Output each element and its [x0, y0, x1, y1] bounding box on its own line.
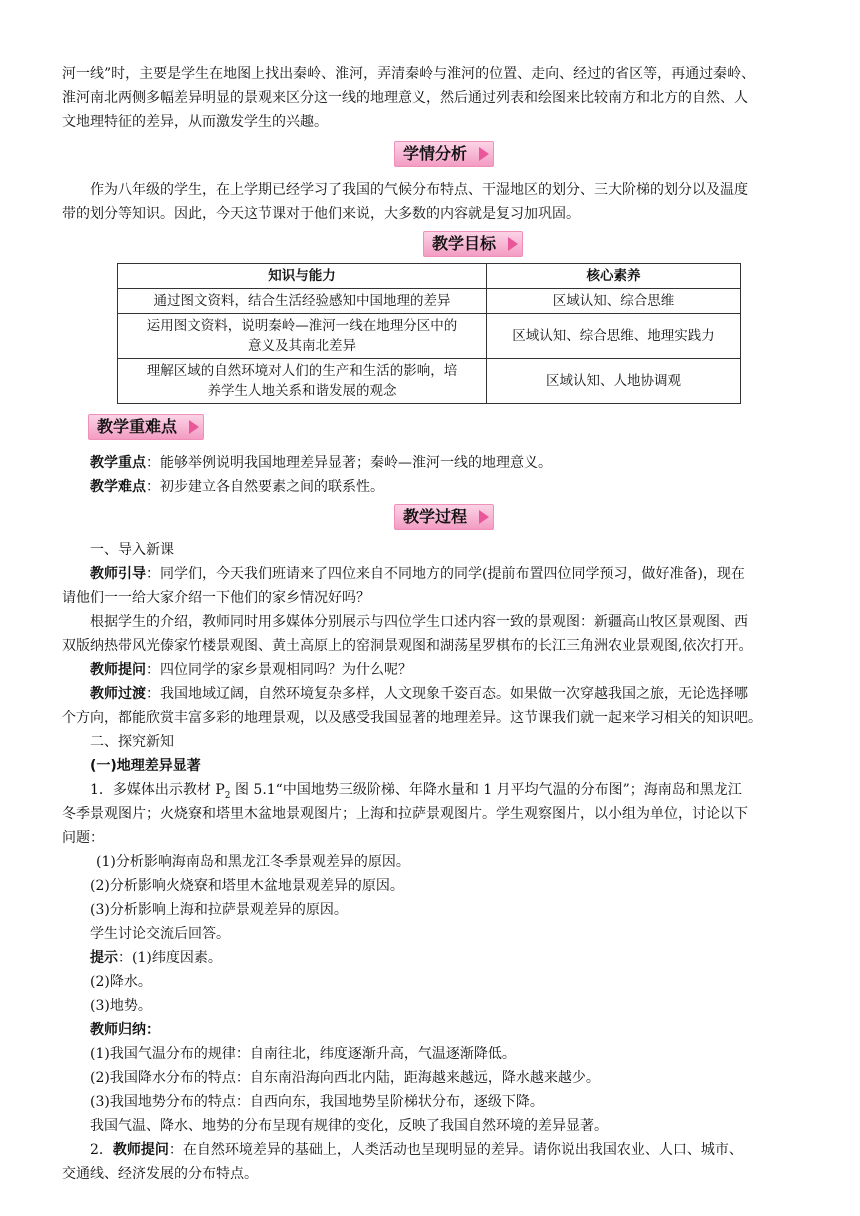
hint-label: 提示 [90, 950, 118, 966]
section-badge-goals: 教学目标 [423, 231, 523, 257]
transition-text: ：我国地域辽阔，自然环境复杂多样，人文现象千姿百态。如果做一次穿越我国之旅，无论选择哪 [146, 686, 748, 702]
difficulty-text: ：初步建立各自然要素之间的联系性。 [146, 479, 384, 495]
question-line: (2)分析影响火烧寮和塔里木盆地景观差异的原因。 [90, 878, 404, 894]
literacy-cell: 区域认知、综合思维 [487, 289, 741, 314]
hint-line: (2)降水。 [90, 974, 152, 990]
cell-text: 理解区域的自然环境对人们的生产和生活的影响，培 [146, 363, 458, 379]
part-heading: 二、探究新知 [90, 734, 174, 750]
column-header: 核心素养 [487, 264, 741, 289]
guide-label: 教师引导 [90, 566, 146, 582]
knowledge-cell [118, 314, 487, 359]
difficulty-label: 教学难点 [90, 479, 146, 495]
section-badge-keypoints: 教学重难点 [88, 414, 204, 440]
knowledge-cell [118, 359, 487, 404]
hint-text: ：(1)纬度因素。 [118, 950, 222, 966]
question-line: (3)分析影响上海和拉萨景观差异的原因。 [90, 902, 348, 918]
part-heading: 一、导入新课 [90, 542, 174, 558]
table-header-row [118, 264, 741, 289]
column-header: 知识与能力 [118, 264, 487, 289]
item-number: 2． [90, 1142, 113, 1158]
item-text: 1．多媒体出示教材 P [90, 782, 225, 798]
item-line [90, 1138, 802, 1162]
transition-line [90, 682, 802, 706]
transition-line: 个方向，都能欣赏丰富多彩的地理景观，以及感受我国显著的地理差异。这节课我们就一起来学习相关的知识吧。 [62, 710, 762, 726]
summary-line: (2)我国降水分布的特点：自东南沿海向西北内陆，距海越来越远，降水越来越少。 [90, 1070, 600, 1086]
item-text: 图 5.1“中国地势三级阶梯、年降水量和 1 月平均气温的分布图”；海南岛和黑龙江 [230, 782, 742, 798]
sub-heading: (一)地理差异显著 [90, 758, 201, 774]
item-line: 问题： [62, 830, 104, 846]
section-badge-process: 教学过程 [394, 504, 494, 530]
guide-line: 请他们一一给大家介绍一下他们的家乡情况好吗？ [62, 590, 370, 606]
literacy-cell: 区域认知、人地协调观 [487, 359, 741, 404]
hint-line: (3)地势。 [90, 998, 152, 1014]
summary-line: (3)我国地势分布的特点：自西向东，我国地势呈阶梯状分布，逐级下降。 [90, 1094, 544, 1110]
ask-label: 教师提问 [90, 662, 146, 678]
analysis-line: 带的划分等知识。因此，今天这节课对于他们来说，大多数的内容就是复习加巩固。 [62, 206, 580, 222]
literacy-cell: 区域认知、综合思维、地理实践力 [487, 314, 741, 359]
intro-line: 河一线”时，主要是学生在地图上找出秦岭、淮河，弄清秦岭与淮河的位置、走向、经过的省区等，再通过秦岭、 [62, 66, 756, 82]
table-row [118, 314, 741, 359]
guide-line [90, 562, 802, 586]
intro-paragraph-line: 根据学生的介绍，教师同时用多媒体分别展示与四位学生口述内容一致的景观图：新疆高山牧区景观图、西 [90, 614, 748, 630]
cell-text: 养学生人地关系和谐发展的观念 [207, 383, 397, 399]
transition-label: 教师过渡 [90, 686, 146, 702]
discuss-line: 学生讨论交流后回答。 [90, 926, 230, 942]
ask-line [90, 658, 802, 682]
item2-label: 教师提问 [112, 1142, 169, 1158]
cell-text: 运用图文资料，说明秦岭—淮河一线在地理分区中的 [146, 318, 458, 334]
difficulty-line [90, 475, 802, 499]
hint-line [90, 946, 802, 970]
summary-line: 我国气温、降水、地势的分布呈现有规律的变化，反映了我国自然环境的差异显著。 [90, 1118, 608, 1134]
question-line: (1)分析影响海南岛和黑龙江冬季景观差异的原因。 [96, 854, 410, 870]
intro-line: 文地理特征的差异，从而激发学生的兴趣。 [62, 114, 328, 130]
knowledge-cell [118, 289, 487, 314]
intro-paragraph-line: 双版纳热带风光傣家竹楼景观图、黄土高原上的窑洞景观图和湖荡星罗棋布的长江三角洲农业景观图,依次打开。 [62, 638, 753, 654]
summary-line: (1)我国气温分布的规律：自南往北，纬度逐渐升高，气温逐渐降低。 [90, 1046, 516, 1062]
item-subscript: 2 [224, 790, 231, 801]
cell-text: 意义及其南北差异 [248, 338, 356, 354]
item-text: ：在自然环境差异的基础上，人类活动也呈现明显的差异。请你说出我国农业、人口、城市、 [168, 1142, 743, 1158]
ask-text: ：四位同学的家乡景观相同吗？为什么呢？ [146, 662, 412, 678]
section-badge-analysis: 学情分析 [394, 141, 494, 167]
cell-text: 通过图文资料，结合生活经验感知中国地理的差异 [153, 293, 451, 309]
guide-text: ：同学们，今天我们班请来了四位来自不同地方的同学(提前布置四位同学预习，做好准备)，现在 [146, 566, 745, 582]
summary-label: 教师归纳： [90, 1022, 160, 1038]
focus-line [90, 451, 802, 475]
focus-label: 教学重点 [90, 455, 146, 471]
table-row [118, 289, 741, 314]
analysis-line: 作为八年级的学生，在上学期已经学习了我国的气候分布特点、干湿地区的划分、三大阶梯的划分以及温度 [90, 182, 748, 198]
item-line: 冬季景观图片；火烧寮和塔里木盆地景观图片；上海和拉萨景观图片。学生观察图片，以小组为单位，讨论以下 [62, 806, 748, 822]
focus-text: ：能够举例说明我国地理差异显著；秦岭—淮河一线的地理意义。 [146, 455, 552, 471]
table-row [118, 359, 741, 404]
item-line: 交通线、经济发展的分布特点。 [62, 1166, 258, 1182]
goals-table [117, 263, 741, 404]
intro-line: 淮河南北两侧多幅差异明显的景观来区分这一线的地理意义，然后通过列表和绘图来比较南方和北方的自然、人 [62, 90, 748, 106]
